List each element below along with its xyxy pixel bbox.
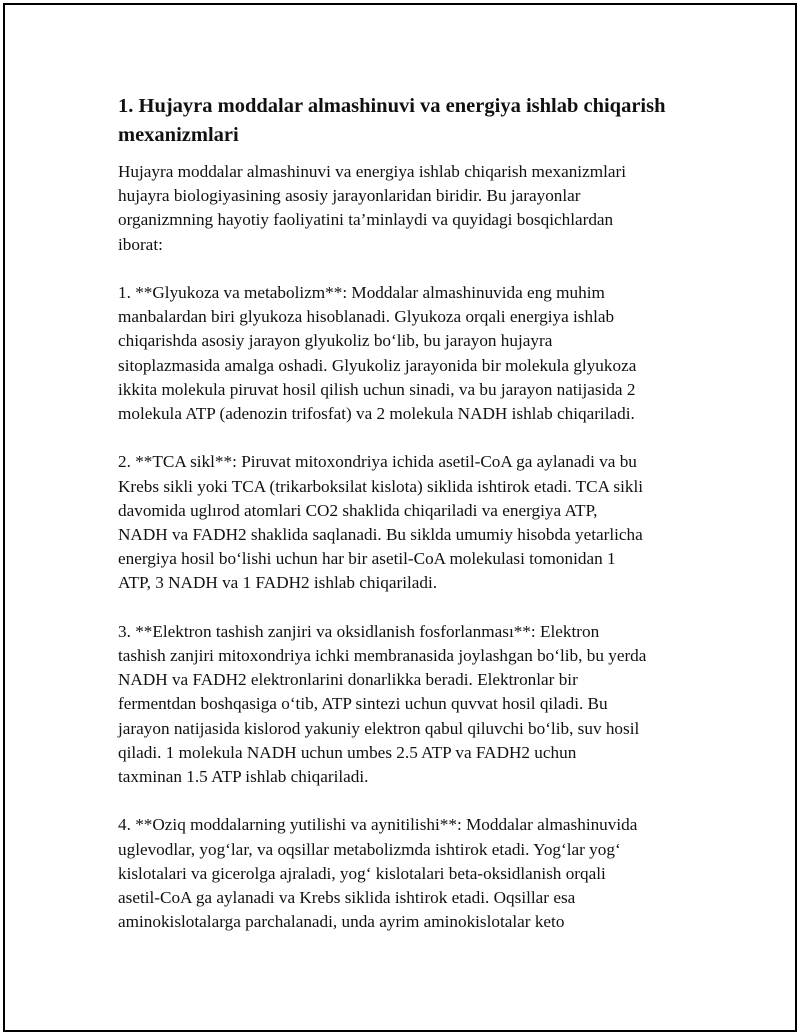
document-title: 1. Hujayra moddalar almashinuvi va energiya ishlab chiqarish mexanizmlari [118,95,666,146]
paragraph-glycolysis: 1. **Glyukoza va metabolizm**: Moddalar almashinuvida eng muhim manbalardan biri glyukoza hisoblanadi. Glyukoza orqali energiya ishlab chiqarishda asosiy jarayon glyukoliz bo‘lib, bu jarayon hujayra sitoplazmasida amalga oshadi. Glyukoliz jarayonida bir molekula glyukoza ikkita molekula piruvat hosil qilish uchun sinadi, va bu jarayon natijasida 2 molekula ATP (adenozin trifosfat) va 2 molekula NADH ishlab chiqariladi. [118,283,637,424]
paragraph-tca-cycle: 2. **TCA sikl**: Piruvat mitoxondriya ichida asetil-CoA ga aylanadi va bu Krebs sikli yoki TCA (trikarboksilat kislota) siklida ishtirok etadi. TCA sikli davomida uglırod atomlari CO2 shaklida chiqariladi va energiya ATP, NADH va FADH2 shaklida saqlanadi. Bu siklda umumiy hisobda yetarlicha energiya hosil bo‘lishi uchun har bir asetil-CoA molekulasi tomonidan 1 ATP, 3 NADH va 1 FADH2 ishlab chiqariladi. [118,452,643,593]
paragraph-nutrient-absorption: 4. **Oziq moddalarning yutilishi va aynitilishi**: Moddalar almashinuvida uglevodlar, yog‘lar, va oqsillar metabolizmda ishtirok etadi. Yog‘lar yog‘ kislotalari va gicerolga ajraladi, yog‘ kislotalari beta-oksidlanish orqali asetil-CoA ga aylanadi va Krebs siklida ishtirok etadi. Oqsillar esa aminokislotalarga parchalanadi, unda ayrim aminokislotalar keto [118,815,638,932]
paragraph-electron-transport: 3. **Elektron tashish zanjiri va oksidlanish fosforlanması**: Elektron tashish zanjiri mitoxondriya ichki membranasida joylashgan bo‘lib, bu yerda NADH va FADH2 elektronlarini donarlikka beradi. Elektronlar bir fermentdan boshqasiga o‘tib, ATP sintezi uchun quvvat hosil qiladi. Bu jarayon natijasida kislorod yakuniy elektron qabul qiluvchi bo‘lib, suv hosil qiladi. 1 molekula NADH uchun umbes 2.5 ATP va FADH2 uchun taxminan 1.5 ATP ishlab chiqariladi. [118,621,647,787]
paragraph-spacer [118,426,688,450]
paragraph-spacer [118,596,688,620]
document-body [118,92,688,934]
paragraph-spacer [118,257,688,281]
paragraph-spacer [118,789,688,813]
intro-paragraph: Hujayra moddalar almashinuvi va energiya ishlab chiqarish mexanizmlari hujayra biologiyasining asosiy jarayonlaridan biridir. Bu jarayonlar organizmning hayotiy faoliyatini ta’minlaydi va quyidagi bosqichlardan iborat: [118,162,626,254]
